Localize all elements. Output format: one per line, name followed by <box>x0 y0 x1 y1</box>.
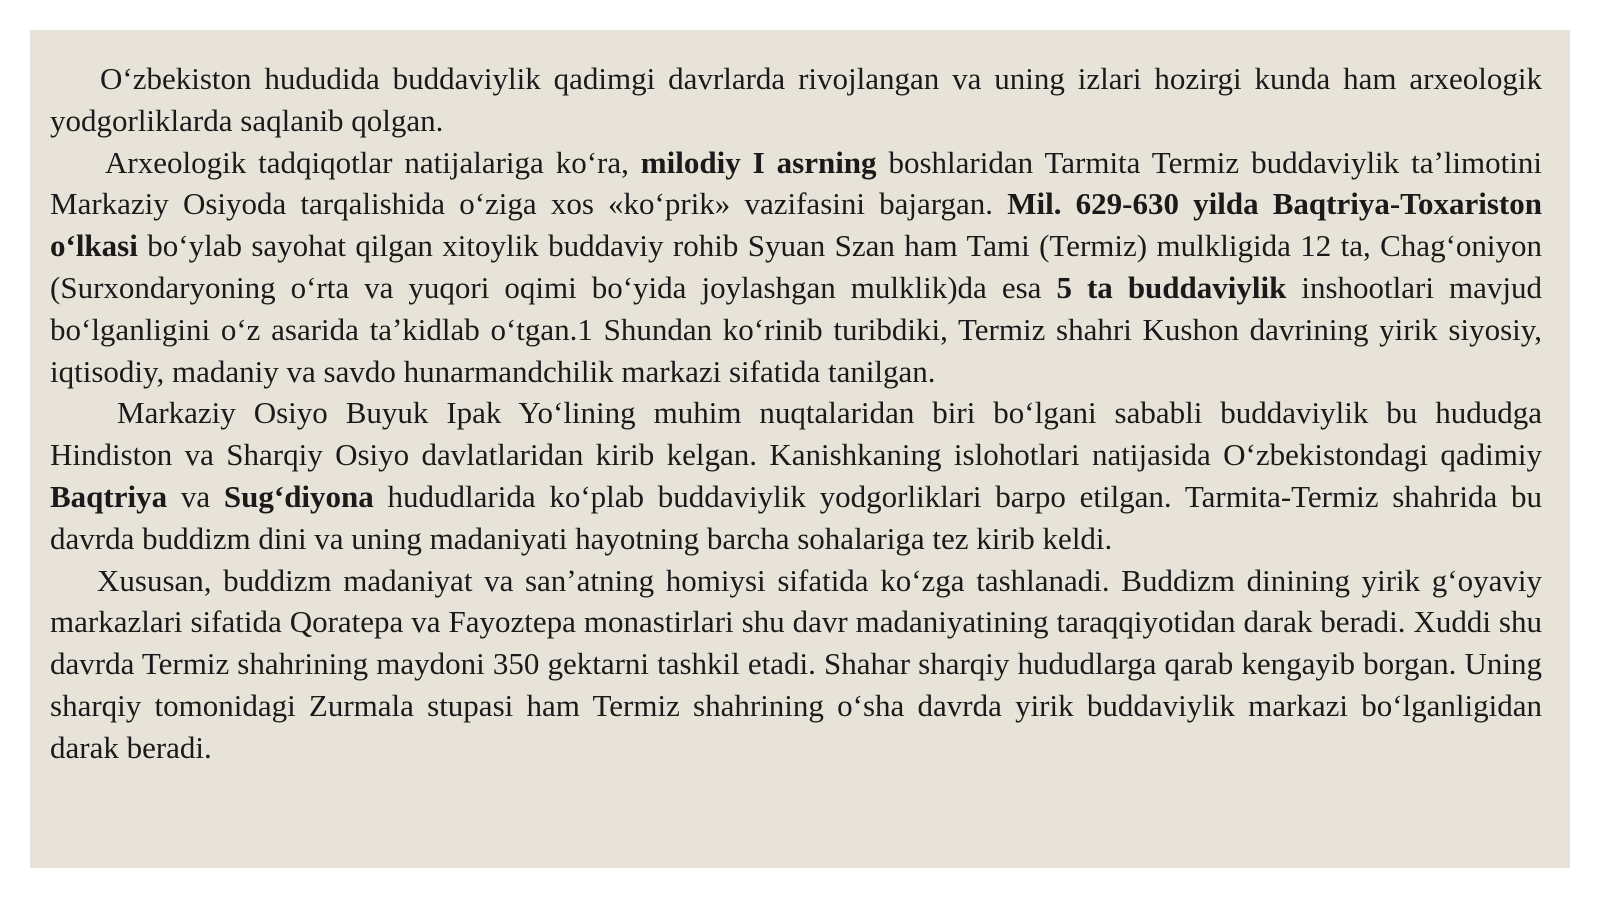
paragraph-3-text-a: Markaziy Osiyo Buyuk Ipak Yoʻlining muhim nuqtalaridan biri boʻlgani sababli buddaviylik bu hududga Hindiston va Sharqiy Osiyo davlatlaridan kirib kelgan. Kanishkaning islohotlari natijasida Oʻzbekistondagi qadimiy <box>50 395 1542 473</box>
bold-milodiy-i-asrning: milodiy I asrning <box>640 144 877 180</box>
paragraph-2-text-a: Arxeologik tadqiqotlar natijalariga koʻra, <box>105 144 641 180</box>
paragraph-1 <box>50 58 1542 142</box>
paragraph-1-text: Oʻzbekiston hududida buddaviylik qadimgi davrlarda rivojlangan va uning izlari hozirgi kunda ham arxeologik yodgorliklarda saqlanib qolgan. <box>50 61 1542 138</box>
bold-mil-629-630: Mil. 629-630 yilda Baqtriya-Toxariston oʻlkasi <box>50 186 1543 264</box>
bold-baqtriya: Baqtriya <box>50 478 168 514</box>
bold-5-ta-buddaviylik: 5 ta buddaviylik <box>1056 269 1287 305</box>
paragraph-2-text-c: boʻylab sayohat qilgan xitoylik buddaviy rohib Syuan Szan ham Tami (Termiz) mulkligida 12 ta, Chagʻoniyon (Surxondaryoning oʻrta va yuqori oqimi boʻyida joylashgan mulklik)da esa <box>50 228 1542 305</box>
text-panel <box>30 30 1570 868</box>
paragraph-4-text: Xususan, buddizm madaniyat va sanʼatning homiysi sifatida koʻzga tashlanadi. Buddizm dinining yirik gʻoyaviy markazlari sifatida Qoratepa va Fayoztepa monastirlari shu davr madaniyatining taraqqiyotidan darak beradi. Xuddi shu davrda Termiz shahrining maydoni 350 gektarni tashkil etadi. Shahar sharqiy hududlarga qarab kengayib borgan. Uning sharqiy tomonidagi Zurmala stupasi ham Termiz shahrining oʻsha davrda yirik buddaviylik markazi boʻlganligidan darak beradi. <box>50 562 1542 765</box>
bold-sugdiyona: Sugʻdiyona <box>223 478 374 514</box>
paragraph-4 <box>50 560 1542 769</box>
document-body <box>50 58 1542 769</box>
paragraph-2 <box>50 142 1542 393</box>
paragraph-3-text-c: hududlarida koʻplab buddaviylik yodgorliklari barpo etilgan. Tarmita-Termiz shahrida bu davrda buddizm dini va uning madaniyati hayotning barcha sohalariga tez kirib keldi. <box>50 478 1543 556</box>
paragraph-3 <box>50 392 1542 559</box>
paragraph-2-text-b: boshlaridan Tarmita Termiz buddaviylik taʼlimotini Markaziy Osiyoda tarqalishida oʻziga xos «koʻprik» vazifasini bajargan. <box>50 144 1542 222</box>
paragraph-3-text-b: va <box>167 478 224 514</box>
paragraph-2-text-d: inshootlari mavjud boʻlganligini oʻz asarida taʼkidlab oʻtgan.1 Shundan koʻrinib turibdiki, Termiz shahri Kushon davrining yirik siyosiy, iqtisodiy, madaniy va savdo hunarmandchilik markazi sifatida tanilgan. <box>50 269 1542 389</box>
